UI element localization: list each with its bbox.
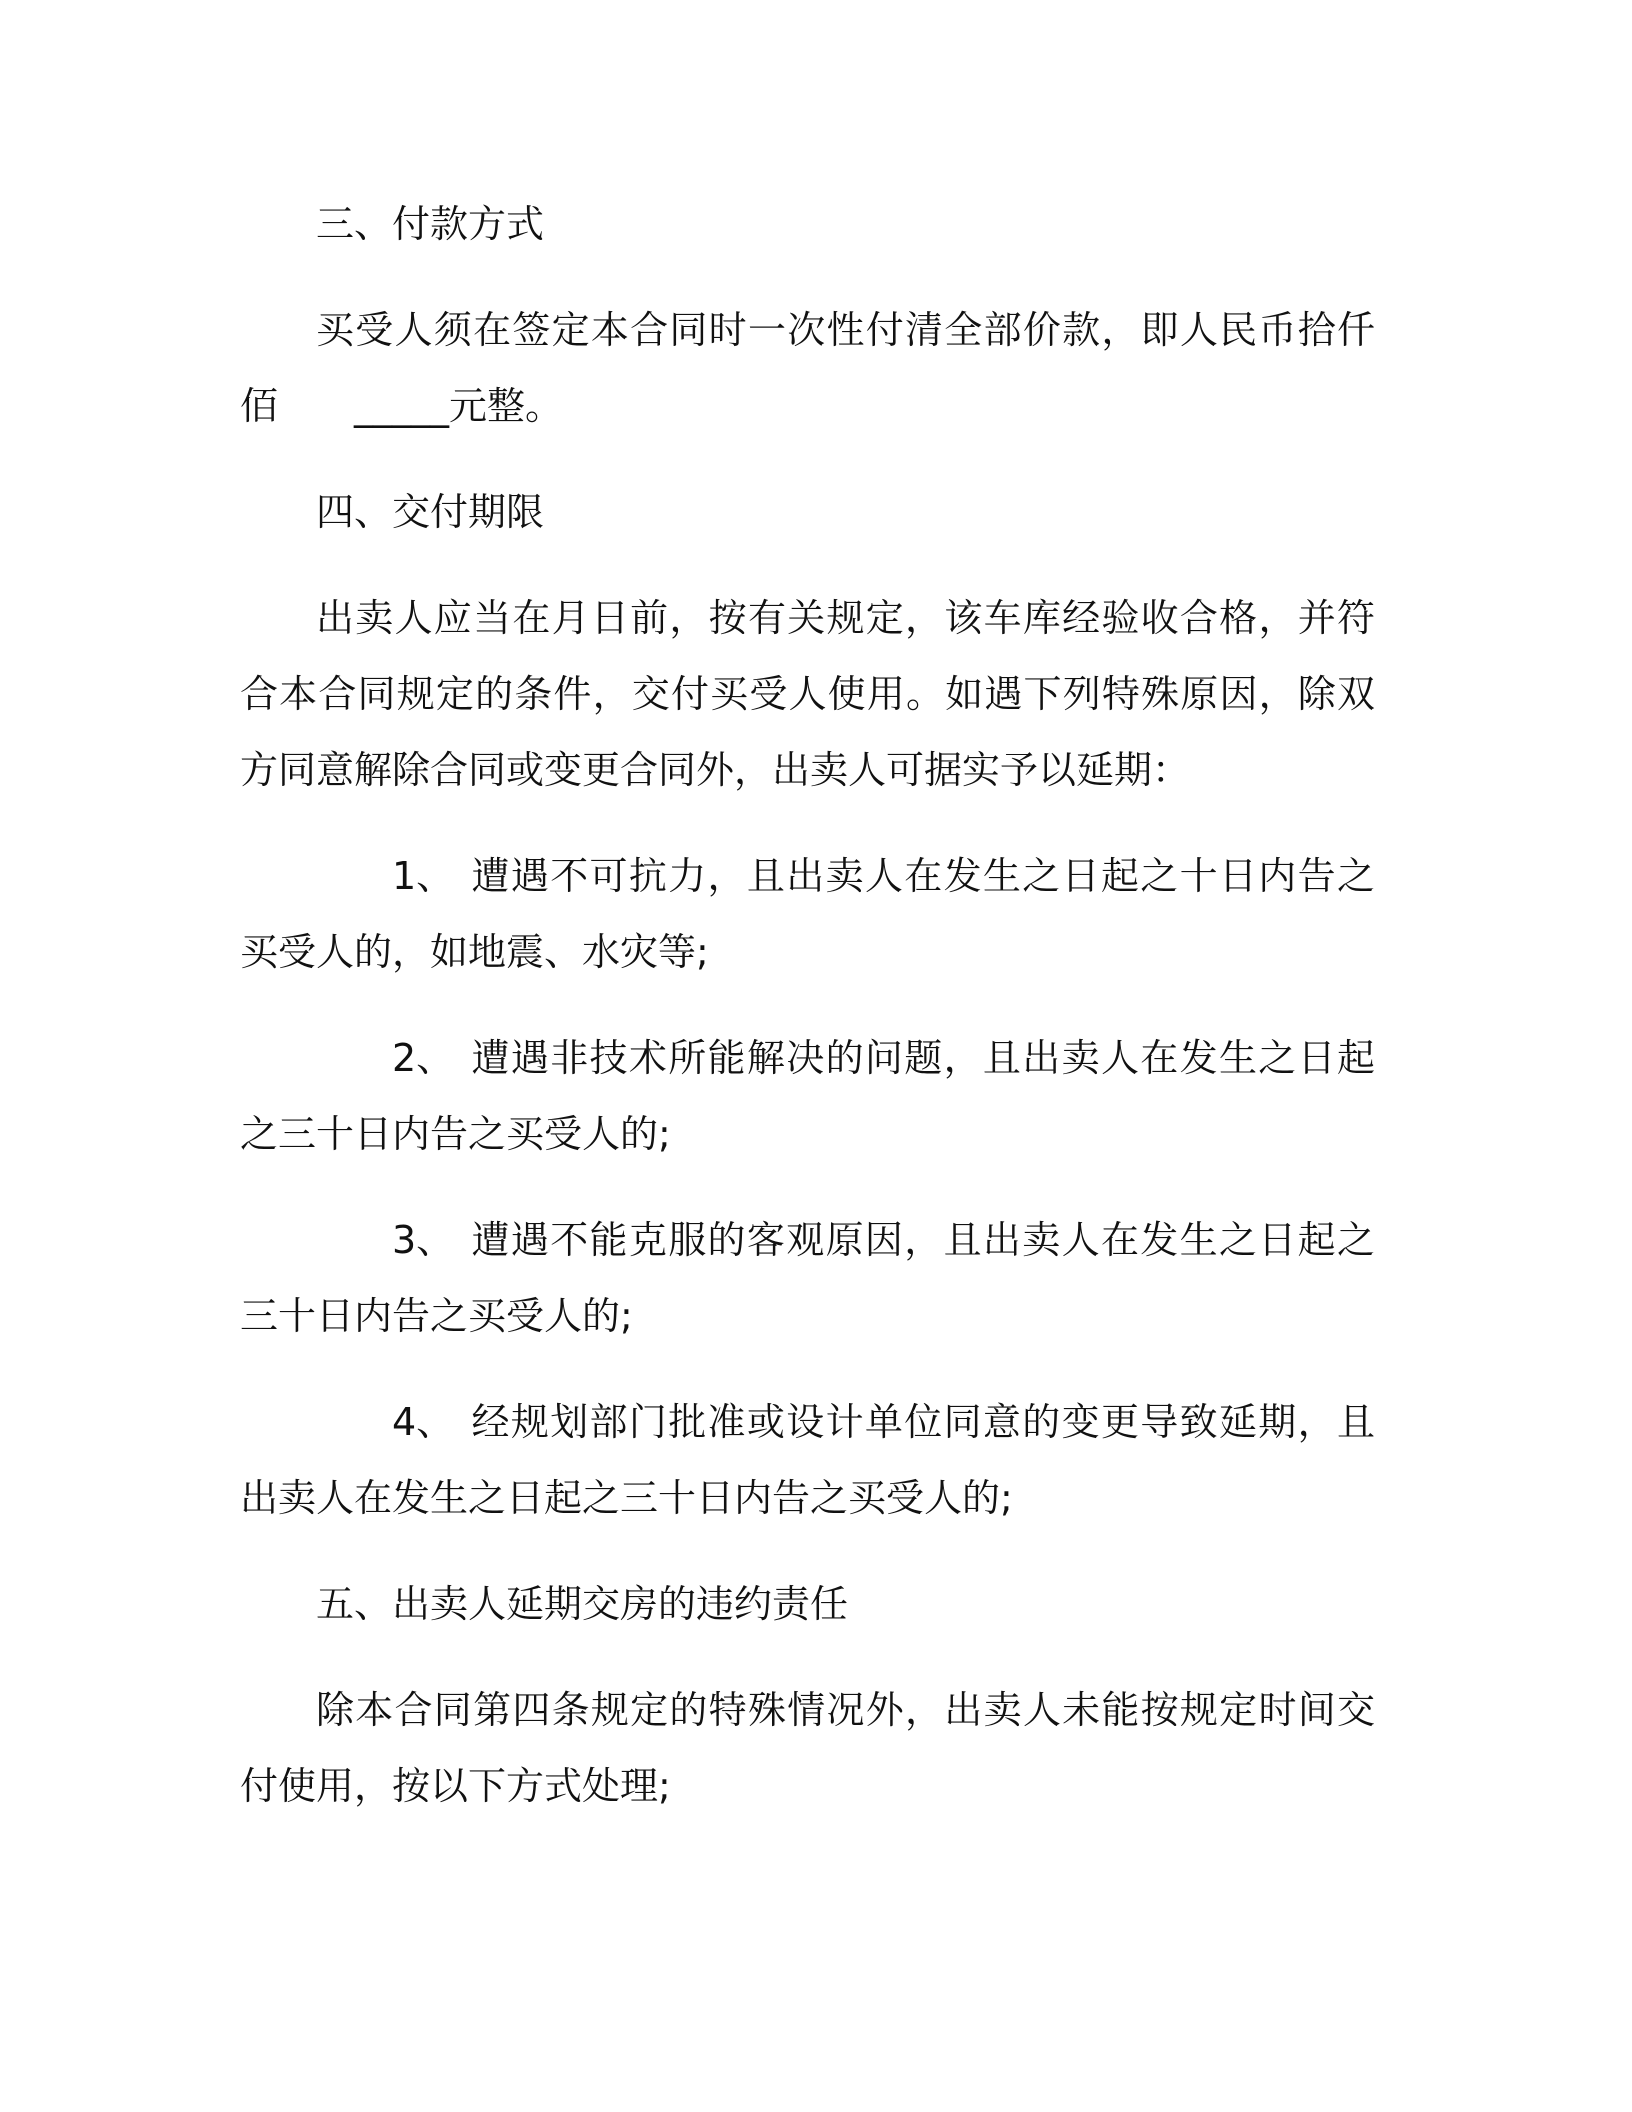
section-5-paragraph: 除本合同第四条规定的特殊情况外，出卖人未能按规定时间交付使用，按以下方式处理; — [240, 1688, 1375, 1808]
section-4-heading: 四、交付期限 — [316, 490, 545, 534]
list-item — [240, 1020, 1375, 1172]
list-item — [240, 1384, 1375, 1536]
list-item — [240, 838, 1375, 990]
list-item-number: 1、 — [392, 854, 455, 898]
list-item-text: 遭遇不可抗力，且出卖人在发生之日起之十日内告之买受人的，如地震、水灾等; — [240, 854, 1375, 974]
amount-blank: _____ — [354, 384, 450, 428]
list-item — [240, 1202, 1375, 1354]
list-item-number: 3、 — [392, 1218, 455, 1262]
section-3-heading: 三、付款方式 — [316, 202, 545, 246]
payment-text: 买受人须在签定本合同时一次性付清全部价款，即人民币拾仟佰 — [240, 308, 1375, 428]
list-item-text: 遭遇非技术所能解决的问题，且出卖人在发生之日起之三十日内告之买受人的; — [240, 1036, 1375, 1156]
document-body — [240, 186, 1375, 1854]
list-item-number: 4、 — [392, 1400, 455, 1444]
list-item-text: 经规划部门批准或设计单位同意的变更导致延期，且出卖人在发生之日起之三十日内告之买受人的; — [240, 1400, 1375, 1520]
list-item-text: 遭遇不能克服的客观原因，且出卖人在发生之日起之三十日内告之买受人的; — [240, 1218, 1375, 1338]
section-4-paragraph: 出卖人应当在月日前，按有关规定，该车库经验收合格，并符合本合同规定的条件，交付买受人使用。如遇下列特殊原因，除双方同意解除合同或变更合同外，出卖人可据实予以延期： — [240, 596, 1375, 792]
list-item-number: 2、 — [392, 1036, 455, 1080]
section-5-heading: 五、出卖人延期交房的违约责任 — [316, 1582, 849, 1626]
payment-text-end: 元整。 — [449, 384, 564, 428]
section-3-paragraph — [240, 292, 1375, 444]
